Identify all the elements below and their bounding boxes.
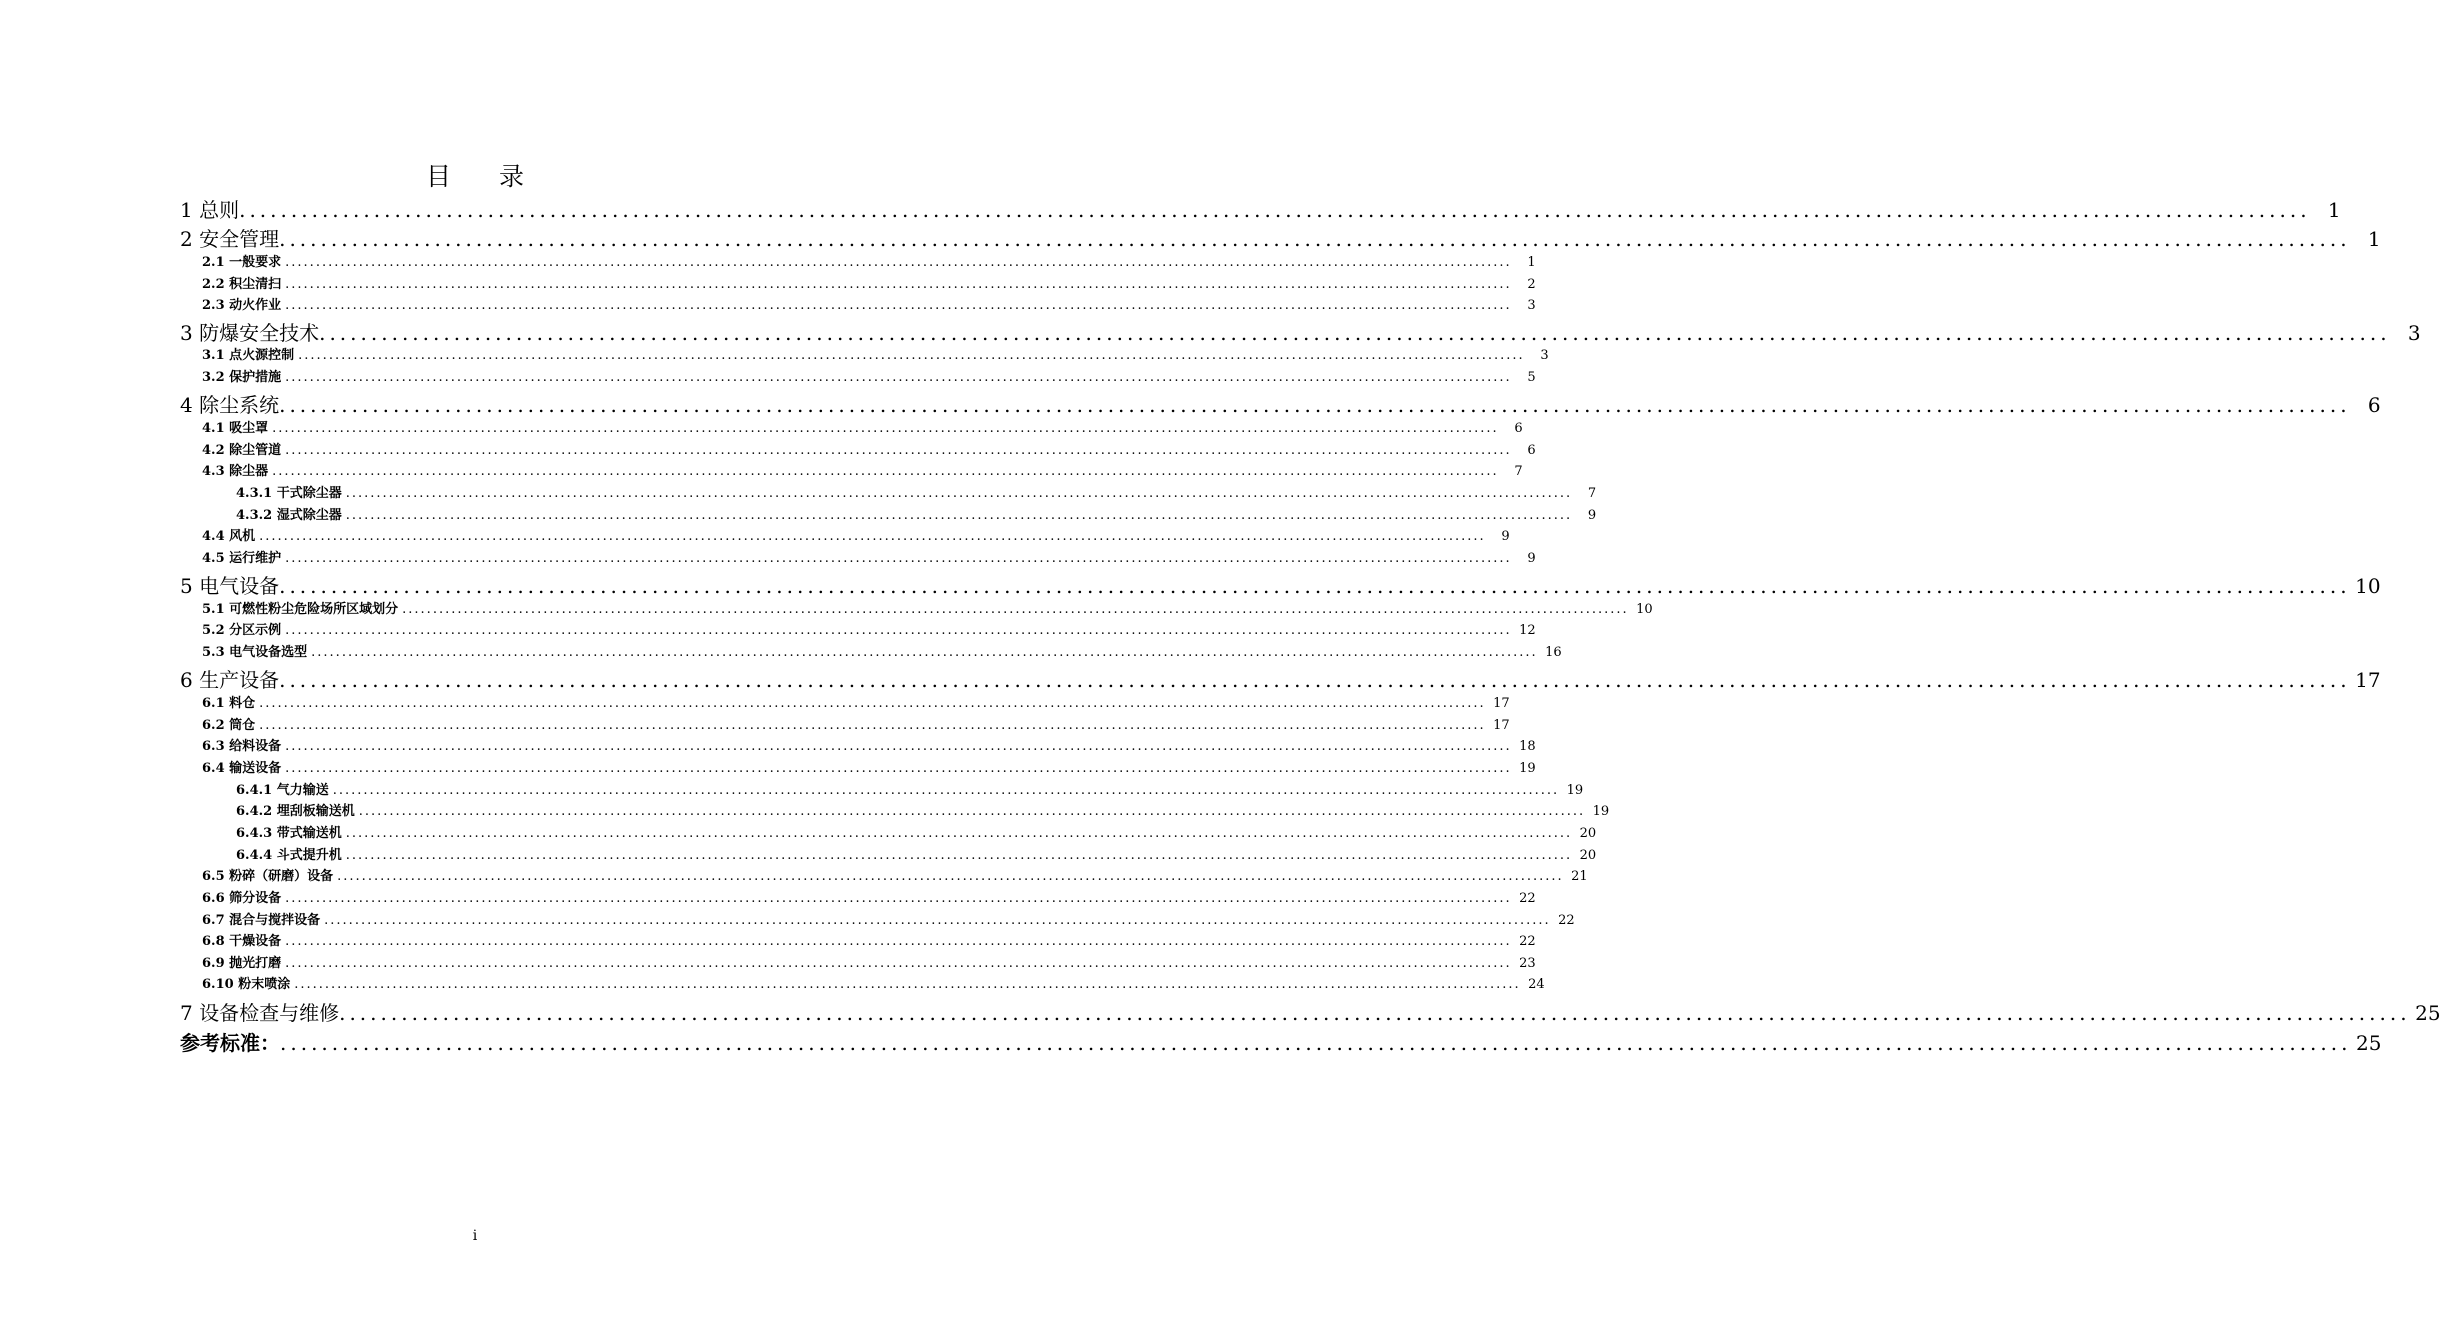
- toc-entry[interactable]: [180, 644, 1562, 662]
- toc-entry-label: 2.1 一般要求: [202, 255, 282, 270]
- toc-entry-label: 6.4.4 斗式提升机: [236, 848, 342, 863]
- toc-entry[interactable]: [180, 782, 1584, 800]
- toc-leader-dots: ........................................................................................................................................................................................................: [272, 421, 1499, 436]
- toc-entry[interactable]: [180, 197, 2341, 223]
- toc-leader-dots: ........................................................................................................................................................................................................: [285, 255, 1512, 270]
- toc-leader-dots: ........................................................................................................................................................................................................: [279, 668, 2351, 692]
- toc-entry-page: 16: [1545, 645, 1562, 660]
- toc-entry-label: 5 电气设备: [180, 574, 280, 598]
- toc-entry-page: 20: [1579, 826, 1597, 841]
- toc-leader-dots: ........................................................................................................................................................................................................: [298, 348, 1525, 363]
- toc-entry-label: 6.9 抛光打磨: [202, 956, 282, 971]
- toc-entry[interactable]: [180, 420, 1523, 438]
- toc-entry[interactable]: [180, 507, 1597, 525]
- toc-entry[interactable]: [180, 847, 1597, 865]
- toc-entry-label: 4 除尘系统: [180, 393, 280, 417]
- toc-entry-label: 6 生产设备: [180, 668, 280, 692]
- toc-leader-dots: ........................................................................................................................................................................................................: [285, 443, 1512, 458]
- toc-leader-dots: ........................................................................................................................................................................................................: [358, 804, 1586, 819]
- toc-leader-dots: ........................................................................................................................................................................................................: [319, 321, 2391, 345]
- toc-entry-label: 4.5 运行维护: [202, 551, 282, 566]
- toc-entry-label: 5.2 分区示例: [202, 623, 282, 638]
- toc-entry-label: 6.4.1 气力输送: [236, 783, 329, 798]
- toc-entry[interactable]: [180, 550, 1536, 568]
- toc-leader-dots: ........................................................................................................................................................................................................: [280, 1031, 2352, 1055]
- toc-entry-page: 6: [1527, 443, 1536, 458]
- toc-leader-dots: ........................................................................................................................................................................................................: [332, 783, 1560, 798]
- toc-entry-page: 3: [1540, 348, 1549, 363]
- toc-leader-dots: ........................................................................................................................................................................................................: [279, 393, 2351, 417]
- toc-entry-label: 6.7 混合与搅拌设备: [202, 913, 321, 928]
- toc-leader-dots: ........................................................................................................................................................................................................: [345, 826, 1573, 841]
- toc-entry-page: 17: [1493, 696, 1510, 711]
- toc-entry-page: 6: [2367, 393, 2381, 417]
- toc-entry-label: 3 防爆安全技术: [180, 321, 320, 345]
- toc-leader-dots: ........................................................................................................................................................................................................: [259, 529, 1486, 544]
- toc-leader-dots: ........................................................................................................................................................................................................: [294, 977, 1521, 992]
- toc-entry-label: 6.4 输送设备: [202, 761, 282, 776]
- toc-entry[interactable]: [180, 890, 1536, 908]
- toc-entry-label: 6.10 粉末喷涂: [202, 977, 291, 992]
- toc-entry-page: 21: [1571, 869, 1588, 884]
- toc-entry-label: 6.1 料仓: [202, 696, 256, 711]
- toc-entry[interactable]: [180, 976, 1545, 994]
- toc-leader-dots: ........................................................................................................................................................................................................: [259, 696, 1486, 711]
- toc-entry-page: 19: [1566, 783, 1584, 798]
- toc-entry-page: 1: [1527, 255, 1536, 270]
- toc-entry-label: 2.3 动火作业: [202, 298, 282, 313]
- toc-entry-page: 23: [1519, 956, 1536, 971]
- toc-entry-label: 2.2 积尘清扫: [202, 277, 282, 292]
- toc-entry-page: 17: [2355, 668, 2381, 692]
- toc-entry[interactable]: [180, 320, 2421, 346]
- toc-entry-page: 1: [2367, 227, 2381, 251]
- toc-entry-label: 4.4 风机: [202, 529, 256, 544]
- toc-entry[interactable]: [180, 463, 1523, 481]
- toc-entry[interactable]: [180, 803, 1610, 821]
- toc-entry-page: 22: [1519, 891, 1536, 906]
- toc-entry[interactable]: [180, 695, 1510, 713]
- toc-leader-dots: ........................................................................................................................................................................................................: [311, 645, 1538, 660]
- toc-entry-label: 5.3 电气设备选型: [202, 645, 308, 660]
- toc-entry-label: 3.1 点火源控制: [202, 348, 295, 363]
- toc-entry-page: 10: [1636, 602, 1653, 617]
- toc-entry[interactable]: [180, 442, 1536, 460]
- toc-entry[interactable]: [180, 1030, 2382, 1056]
- toc-leader-dots: ........................................................................................................................................................................................................: [285, 934, 1512, 949]
- toc-entry-label: 6.4.2 埋刮板输送机: [236, 804, 355, 819]
- toc-entry[interactable]: [180, 933, 1536, 951]
- toc-entry-page: 1: [2327, 198, 2341, 222]
- toc-entry-page: 22: [1558, 913, 1575, 928]
- toc-leader-dots: ........................................................................................................................................................................................................: [259, 718, 1486, 733]
- toc-entry[interactable]: [180, 955, 1536, 973]
- toc-entry-page: 9: [1587, 508, 1597, 523]
- toc-entry-page: 7: [1514, 464, 1523, 479]
- toc-entry[interactable]: [180, 601, 1653, 619]
- toc-entry[interactable]: [180, 369, 1536, 387]
- toc-entry[interactable]: [180, 392, 2381, 418]
- toc-entry-page: 6: [1514, 421, 1523, 436]
- toc-leader-dots: ........................................................................................................................................................................................................: [285, 298, 1512, 313]
- toc-leader-dots: ........................................................................................................................................................................................................: [345, 486, 1573, 501]
- toc-entry-label: 6.2 筒仓: [202, 718, 256, 733]
- toc-entry-label: 4.3 除尘器: [202, 464, 269, 479]
- toc-entry-label: 4.1 吸尘罩: [202, 421, 269, 436]
- toc-entry-label: 参考标准：: [180, 1031, 280, 1055]
- toc-entry[interactable]: [180, 760, 1536, 778]
- toc-leader-dots: ........................................................................................................................................................................................................: [279, 227, 2351, 251]
- toc-entry-label: 6.5 粉碎（研磨）设备: [202, 869, 334, 884]
- toc-entry-label: 4.2 除尘管道: [202, 443, 282, 458]
- toc-leader-dots: ........................................................................................................................................................................................................: [239, 198, 2311, 222]
- toc-leader-dots: ........................................................................................................................................................................................................: [339, 1001, 2411, 1025]
- toc-entry[interactable]: [180, 825, 1597, 843]
- toc-entry-page: 17: [1493, 718, 1510, 733]
- toc-entry-page: 9: [1501, 529, 1510, 544]
- toc-entry[interactable]: [180, 226, 2381, 252]
- toc-entry-page: 18: [1519, 739, 1536, 754]
- toc-entry-page: 7: [1587, 486, 1597, 501]
- toc-entry-page: 3: [2407, 321, 2421, 345]
- toc-entry-label: 6.6 筛分设备: [202, 891, 282, 906]
- toc-leader-dots: ........................................................................................................................................................................................................: [285, 739, 1512, 754]
- toc-entry-page: 25: [2415, 1001, 2441, 1025]
- toc-entry-page: 12: [1519, 623, 1536, 638]
- toc-entry-label: 3.2 保护措施: [202, 370, 282, 385]
- toc-entry[interactable]: [180, 485, 1597, 503]
- toc-leader-dots: ........................................................................................................................................................................................................: [285, 370, 1512, 385]
- toc-entry[interactable]: [180, 912, 1575, 930]
- toc-leader-dots: ........................................................................................................................................................................................................: [285, 623, 1512, 638]
- toc-entry-label: 6.3 给料设备: [202, 739, 282, 754]
- toc-entry[interactable]: [180, 254, 1536, 272]
- toc-entry[interactable]: [180, 528, 1510, 546]
- toc-leader-dots: ........................................................................................................................................................................................................: [272, 464, 1499, 479]
- toc-entry-page: 24: [1528, 977, 1545, 992]
- toc-entry-label: 2 安全管理: [180, 227, 280, 251]
- toc-leader-dots: ........................................................................................................................................................................................................: [285, 551, 1512, 566]
- toc-entry-label: 6.4.3 带式输送机: [236, 826, 342, 841]
- toc-entry-label: 1 总则: [180, 198, 240, 222]
- toc-entry-label: 6.8 干燥设备: [202, 934, 282, 949]
- toc-entry-page: 5: [1527, 370, 1536, 385]
- toc-entry-label: 7 设备检查与维修: [180, 1001, 340, 1025]
- toc-entry[interactable]: [180, 1000, 2441, 1026]
- toc-entry[interactable]: [180, 573, 2381, 599]
- toc-entry-label: 5.1 可燃性粉尘危险场所区域划分: [202, 602, 399, 617]
- toc-entry-page: 22: [1519, 934, 1536, 949]
- toc-entry-page: 19: [1519, 761, 1536, 776]
- toc-entry-page: 9: [1527, 551, 1536, 566]
- toc-entry-label: 4.3.2 湿式除尘器: [236, 508, 342, 523]
- toc-entry[interactable]: [180, 276, 1536, 294]
- toc-entry[interactable]: [180, 297, 1536, 315]
- toc-leader-dots: ........................................................................................................................................................................................................: [285, 277, 1512, 292]
- toc-leader-dots: ........................................................................................................................................................................................................: [402, 602, 1629, 617]
- toc-entry-page: 3: [1527, 298, 1536, 313]
- toc-entry-label: 4.3.1 干式除尘器: [236, 486, 342, 501]
- toc-entry[interactable]: [180, 868, 1588, 886]
- toc-entry-page: 2: [1527, 277, 1536, 292]
- toc-entry[interactable]: [180, 738, 1536, 756]
- toc-title: 目 录: [426, 162, 544, 191]
- toc-leader-dots: ........................................................................................................................................................................................................: [345, 848, 1573, 863]
- toc-entry-page: 25: [2356, 1031, 2382, 1055]
- toc-entry-page: 10: [2355, 574, 2381, 598]
- toc-entry-page: 20: [1579, 848, 1597, 863]
- page-number-footer: i: [472, 1228, 478, 1244]
- toc-leader-dots: ........................................................................................................................................................................................................: [345, 508, 1573, 523]
- toc-leader-dots: ........................................................................................................................................................................................................: [285, 891, 1512, 906]
- toc-leader-dots: ........................................................................................................................................................................................................: [279, 574, 2351, 598]
- toc-entry-page: 19: [1592, 804, 1610, 819]
- toc-entry[interactable]: [180, 622, 1536, 640]
- toc-leader-dots: ........................................................................................................................................................................................................: [337, 869, 1564, 884]
- toc-entry[interactable]: [180, 717, 1510, 735]
- toc-leader-dots: ........................................................................................................................................................................................................: [324, 913, 1551, 928]
- toc-entry[interactable]: [180, 347, 1549, 365]
- toc-leader-dots: ........................................................................................................................................................................................................: [285, 761, 1512, 776]
- toc-entry[interactable]: [180, 667, 2381, 693]
- toc-leader-dots: ........................................................................................................................................................................................................: [285, 956, 1512, 971]
